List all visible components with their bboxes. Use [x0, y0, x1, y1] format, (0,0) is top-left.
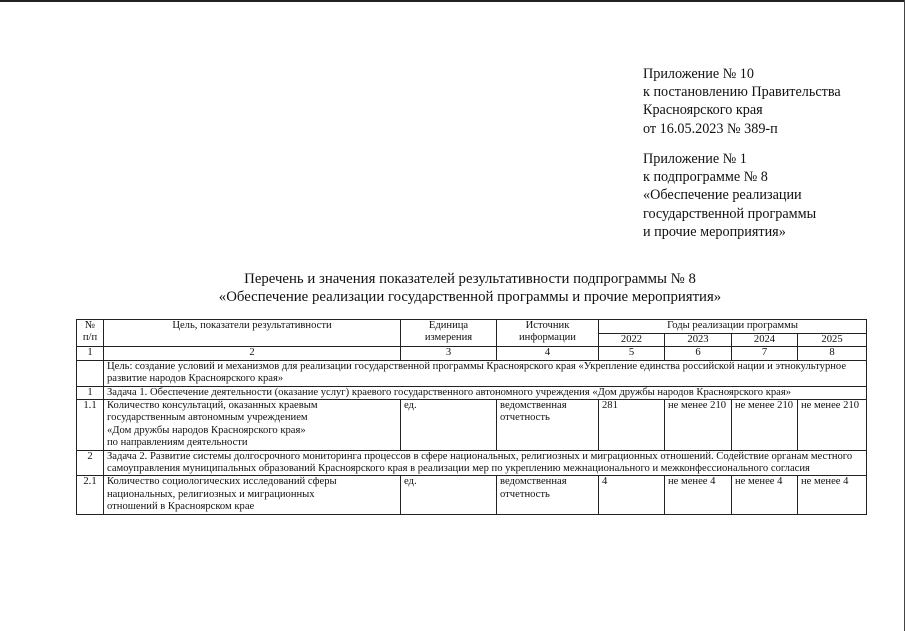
goal-text: Цель: создание условий и механизмов для реализации государственной программы Красноярского края «Укрепление единства российской нации и этнокультурное развитие народов Красноярского края»: [104, 360, 867, 386]
title-line-2: «Обеспечение реализации государственной программы и прочие мероприятия»: [218, 289, 722, 305]
col-number: 8: [798, 347, 867, 360]
appendix-1-line: государственной программы: [643, 205, 817, 222]
col-number: 2: [104, 347, 401, 360]
indicator-2-name-line: национальных, религиозных и миграционных: [107, 488, 315, 500]
indicator-1-name-line: по направлениям деятельности: [107, 437, 248, 449]
header-num: № п/п: [77, 320, 104, 347]
header-year-2022: 2022: [599, 334, 665, 347]
indicator-1-value-2024: не менее 210: [732, 400, 798, 451]
header-years-group: Годы реализации программы: [599, 320, 867, 334]
appendix-1-block: [643, 150, 898, 241]
indicator-1-name-line: государственным автономным учреждением: [107, 412, 308, 424]
col-number: 6: [665, 347, 732, 360]
indicator-1-value-2025: не менее 210: [798, 400, 867, 451]
appendix-1-line: Приложение № 1: [643, 151, 747, 167]
indicator-1-name-line: «Дом дружбы народов Красноярского края»: [107, 424, 306, 436]
indicator-2-num: 2.1: [77, 476, 104, 514]
indicator-row: [77, 476, 867, 514]
task-row: [77, 450, 867, 476]
indicator-1-unit: ед.: [401, 400, 497, 451]
col-number: 4: [497, 347, 599, 360]
indicator-1-value-2022: 281: [599, 400, 665, 451]
indicators-table: [76, 319, 867, 515]
indicator-2-source: ведомственная отчетность: [497, 476, 599, 514]
appendix-1-line: и прочие мероприятия»: [643, 223, 786, 240]
appendix-1-line: «Обеспечение реализации: [643, 187, 802, 204]
scan-top-edge: [0, 0, 905, 2]
indicator-2-value-2022: 4: [599, 476, 665, 514]
col-number: 1: [77, 347, 104, 360]
column-numbers-row: [77, 347, 867, 360]
appendix-1-line: к подпрограмме № 8: [643, 169, 768, 186]
task-2-text: Задача 2. Развитие системы долгосрочного мониторинга процессов в сфере национальных, религиозных и миграционных отношений. Содействие органам местного самоуправления муниципальных образований Красноярского края в реализации мер по укреплению межнационального и межконфессионального согласия: [104, 450, 867, 476]
goal-row: [77, 360, 867, 386]
header-goal: Цель, показатели результативности: [104, 320, 401, 347]
indicator-2-value-2023: не менее 4: [665, 476, 732, 514]
header-unit: Единица измерения: [401, 320, 497, 347]
task-2-num: 2: [77, 450, 104, 476]
indicator-1-num: 1.1: [77, 400, 104, 451]
goal-num-cell: [77, 360, 104, 386]
indicator-2-unit: ед.: [401, 476, 497, 514]
indicator-row: [77, 400, 867, 451]
appendix-10-line: Красноярского края: [643, 102, 763, 119]
appendix-10-block: [643, 65, 898, 138]
indicator-2-name-line: Количество социологических исследований сферы: [107, 476, 337, 488]
indicator-1-source: ведомственная отчетность: [497, 400, 599, 451]
indicator-1-name-line: Количество консультаций, оказанных краевым: [107, 400, 318, 412]
document-title: [120, 270, 820, 306]
header-year-2025: 2025: [798, 334, 867, 347]
appendix-10-line: к постановлению Правительства: [643, 84, 841, 101]
col-number: 3: [401, 347, 497, 360]
indicator-2-value-2025: не менее 4: [798, 476, 867, 514]
header-year-2024: 2024: [732, 334, 798, 347]
task-1-text: Задача 1. Обеспечение деятельности (оказание услуг) краевого государственного автономного учреждения «Дом дружбы народов Красноярского края»: [104, 386, 867, 399]
indicator-1-value-2023: не менее 210: [665, 400, 732, 451]
header-year-2023: 2023: [665, 334, 732, 347]
col-number: 5: [599, 347, 665, 360]
title-line-1: Перечень и значения показателей результативности подпрограммы № 8: [244, 271, 696, 287]
indicator-2-name: [104, 476, 401, 514]
col-number: 7: [732, 347, 798, 360]
appendix-10-line: от 16.05.2023 № 389-п: [643, 120, 778, 137]
task-row: [77, 386, 867, 399]
task-1-num: 1: [77, 386, 104, 399]
header-source: Источник информации: [497, 320, 599, 347]
indicator-2-value-2024: не менее 4: [732, 476, 798, 514]
indicator-2-name-line: отношений в Красноярском крае: [107, 501, 255, 513]
appendix-10-line: Приложение № 10: [643, 66, 754, 82]
indicator-1-name: [104, 400, 401, 451]
